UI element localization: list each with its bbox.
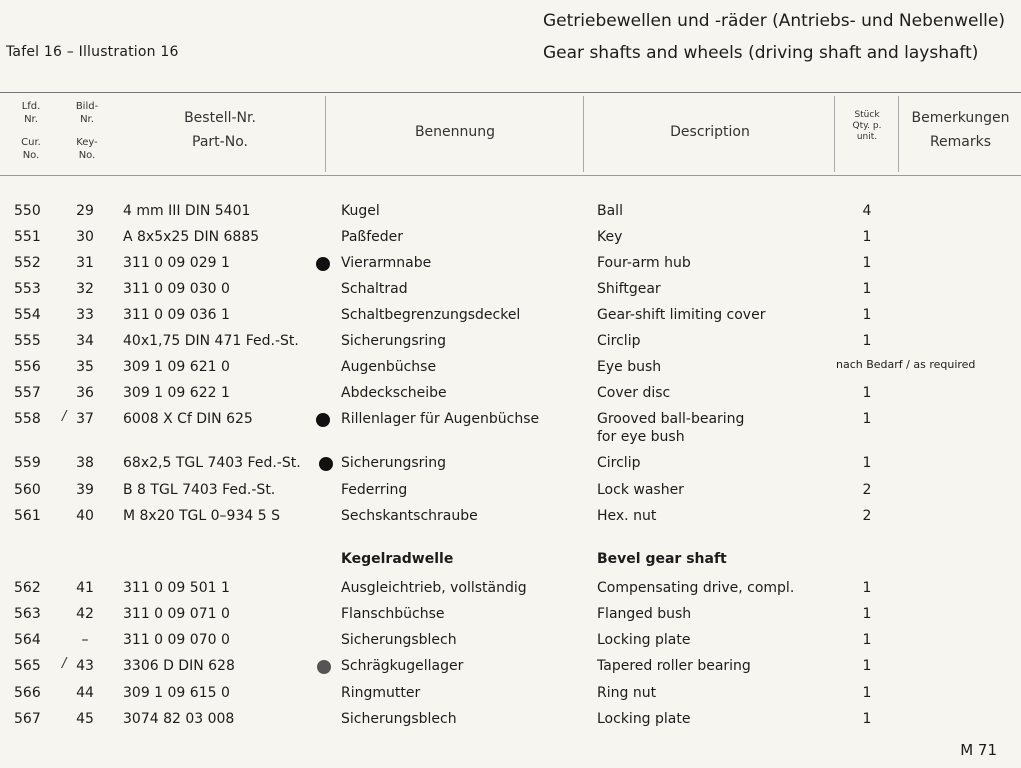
cell-part: 3074 82 03 008 [123,711,235,727]
cell-bild: 34 [76,333,94,349]
column-divider [834,96,835,172]
handwritten-mark: / [62,409,67,424]
cell-qty: 1 [862,255,872,271]
cell-part: 311 0 09 029 1 [123,255,230,271]
cell-qty: 1 [862,307,872,323]
cell-bild: 41 [76,580,94,596]
cell-benennung: Rillenlager für Augenbüchse [341,411,540,427]
cell-description: Hex. nut [597,508,657,524]
col-benennung-header: Benennung [414,124,496,140]
col-description-header: Description [670,124,750,140]
cell-bild: 31 [76,255,94,271]
cell-lfd: 562 [14,580,41,596]
cell-bild: 45 [76,711,94,727]
cell-qty: 1 [862,411,872,427]
bullet-icon [316,413,330,427]
cell-part: 309 1 09 622 1 [123,385,230,401]
cell-bild: 38 [76,455,94,471]
cell-lfd: 554 [14,307,41,323]
cell-description: Ball [597,203,623,219]
cell-benennung: Sicherungsblech [341,711,457,727]
cell-description: Flanged bush [597,606,692,622]
column-divider [898,96,899,172]
col-key-header: Key- No. [76,137,98,161]
col-cur-header: Cur. No. [21,137,41,161]
handwritten-mark: / [62,656,67,671]
cell-benennung: Sicherungsring [341,455,447,471]
cell-description: Locking plate [597,632,691,648]
cell-lfd: 558 [14,411,41,427]
cell-lfd: 553 [14,281,41,297]
cell-lfd: 564 [14,632,41,648]
cell-description: Shiftgear [597,281,661,297]
cell-benennung: Schaltbegrenzungsdeckel [341,307,521,323]
cell-qty: 2 [862,482,872,498]
cell-qty: 1 [862,333,872,349]
cell-bild: 37 [76,411,94,427]
title-english: Gear shafts and wheels (driving shaft and layshaft) [543,43,979,63]
cell-benennung: Ausgleichtrieb, vollständig [341,580,527,596]
cell-benennung: Paßfeder [341,229,404,245]
cell-bild: 33 [76,307,94,323]
cell-lfd: 566 [14,685,41,701]
cell-benennung: Augenbüchse [341,359,437,375]
page-number: M 71 [960,741,997,759]
cell-lfd: 552 [14,255,41,271]
cell-qty: 1 [862,632,872,648]
cell-lfd: 559 [14,455,41,471]
title-german: Getriebewellen und -räder (Antriebs- und Nebenwelle) [543,11,1005,31]
cell-qty: 1 [862,455,872,471]
cell-description: Eye bush [597,359,662,375]
cell-bild: 43 [76,658,94,674]
cell-part: 311 0 09 030 0 [123,281,230,297]
cell-bild: 39 [76,482,94,498]
cell-part: 309 1 09 621 0 [123,359,230,375]
cell-lfd: 563 [14,606,41,622]
cell-description: Key [597,229,623,245]
cell-benennung: Abdeckscheibe [341,385,447,401]
cell-qty: 1 [862,658,872,674]
cell-description: Circlip [597,333,641,349]
cell-description: Four-arm hub [597,255,691,271]
cell-bild: 40 [76,508,94,524]
cell-description: Locking plate [597,711,691,727]
cell-benennung: Flanschbüchse [341,606,445,622]
cell-benennung: Schaltrad [341,281,408,297]
header-bottom-rule [0,175,1021,176]
cell-qty: 1 [862,281,872,297]
cell-bild: – [81,632,89,648]
cell-description: Compensating drive, compl. [597,580,795,596]
cell-part: 311 0 09 501 1 [123,580,230,596]
cell-description-line2: for eye bush [597,429,685,445]
cell-lfd: 565 [14,658,41,674]
cell-qty: 1 [862,385,872,401]
cell-bild: 35 [76,359,94,375]
cell-part: 40x1,75 DIN 471 Fed.-St. [123,333,299,349]
cell-part: 311 0 09 036 1 [123,307,230,323]
cell-qty: 1 [862,580,872,596]
cell-part: 4 mm III DIN 5401 [123,203,251,219]
cell-benennung: Kugel [341,203,380,219]
col-qty-header: Stück Qty. p. unit. [852,110,882,142]
cell-description: Gear-shift limiting cover [597,307,766,323]
bullet-icon [319,457,333,471]
cell-qty: 1 [862,685,872,701]
cell-bild: 42 [76,606,94,622]
cell-description: Cover disc [597,385,671,401]
cell-bild: 44 [76,685,94,701]
cell-lfd: 557 [14,385,41,401]
cell-lfd: 567 [14,711,41,727]
cell-bild: 32 [76,281,94,297]
cell-part: 311 0 09 071 0 [123,606,230,622]
section-heading-en: Bevel gear shaft [597,551,727,567]
cell-benennung: Sicherungsring [341,333,447,349]
cell-benennung: Sechskantschraube [341,508,478,524]
cell-part: B 8 TGL 7403 Fed.-St. [123,482,276,498]
cell-bild: 36 [76,385,94,401]
cell-lfd: 555 [14,333,41,349]
cell-description: Tapered roller bearing [597,658,751,674]
cell-description: Lock washer [597,482,684,498]
tafel-label: Tafel 16 – Illustration 16 [6,44,179,60]
cell-description: Circlip [597,455,641,471]
cell-lfd: 561 [14,508,41,524]
cell-bild: 29 [76,203,94,219]
cell-lfd: 556 [14,359,41,375]
header-top-rule [0,92,1021,93]
cell-description: Grooved ball-bearing [597,411,745,427]
cell-benennung: Federring [341,482,408,498]
cell-part: 3306 D DIN 628 [123,658,235,674]
cell-qty: 4 [862,203,872,219]
bullet-icon [317,660,331,674]
cell-qty: 1 [862,606,872,622]
cell-benennung: Schrägkugellager [341,658,464,674]
cell-part: 309 1 09 615 0 [123,685,230,701]
cell-part: 6008 X Cf DIN 625 [123,411,253,427]
cell-qty: 1 [862,711,872,727]
cell-part: 311 0 09 070 0 [123,632,230,648]
column-divider [583,96,584,172]
cell-qty: 1 [862,229,872,245]
cell-qty: 2 [862,508,872,524]
cell-part: 68x2,5 TGL 7403 Fed.-St. [123,455,301,471]
cell-description: Ring nut [597,685,657,701]
cell-remark: nach Bedarf / as required [836,358,976,371]
col-part-header: Bestell-Nr. Part-No. [184,110,256,150]
cell-bild: 30 [76,229,94,245]
cell-benennung: Vierarmnabe [341,255,432,271]
column-divider [325,96,326,172]
col-remarks-header: Bemerkungen Remarks [911,110,1010,150]
bullet-icon [316,257,330,271]
cell-benennung: Ringmutter [341,685,421,701]
col-bild-header: Bild- Nr. [75,101,99,125]
section-heading-de: Kegelradwelle [341,551,454,567]
cell-lfd: 560 [14,482,41,498]
cell-part: A 8x5x25 DIN 6885 [123,229,260,245]
cell-part: M 8x20 TGL 0–934 5 S [123,508,280,524]
col-lfd-header: Lfd. Nr. [21,101,41,125]
cell-benennung: Sicherungsblech [341,632,457,648]
cell-lfd: 551 [14,229,41,245]
cell-lfd: 550 [14,203,41,219]
